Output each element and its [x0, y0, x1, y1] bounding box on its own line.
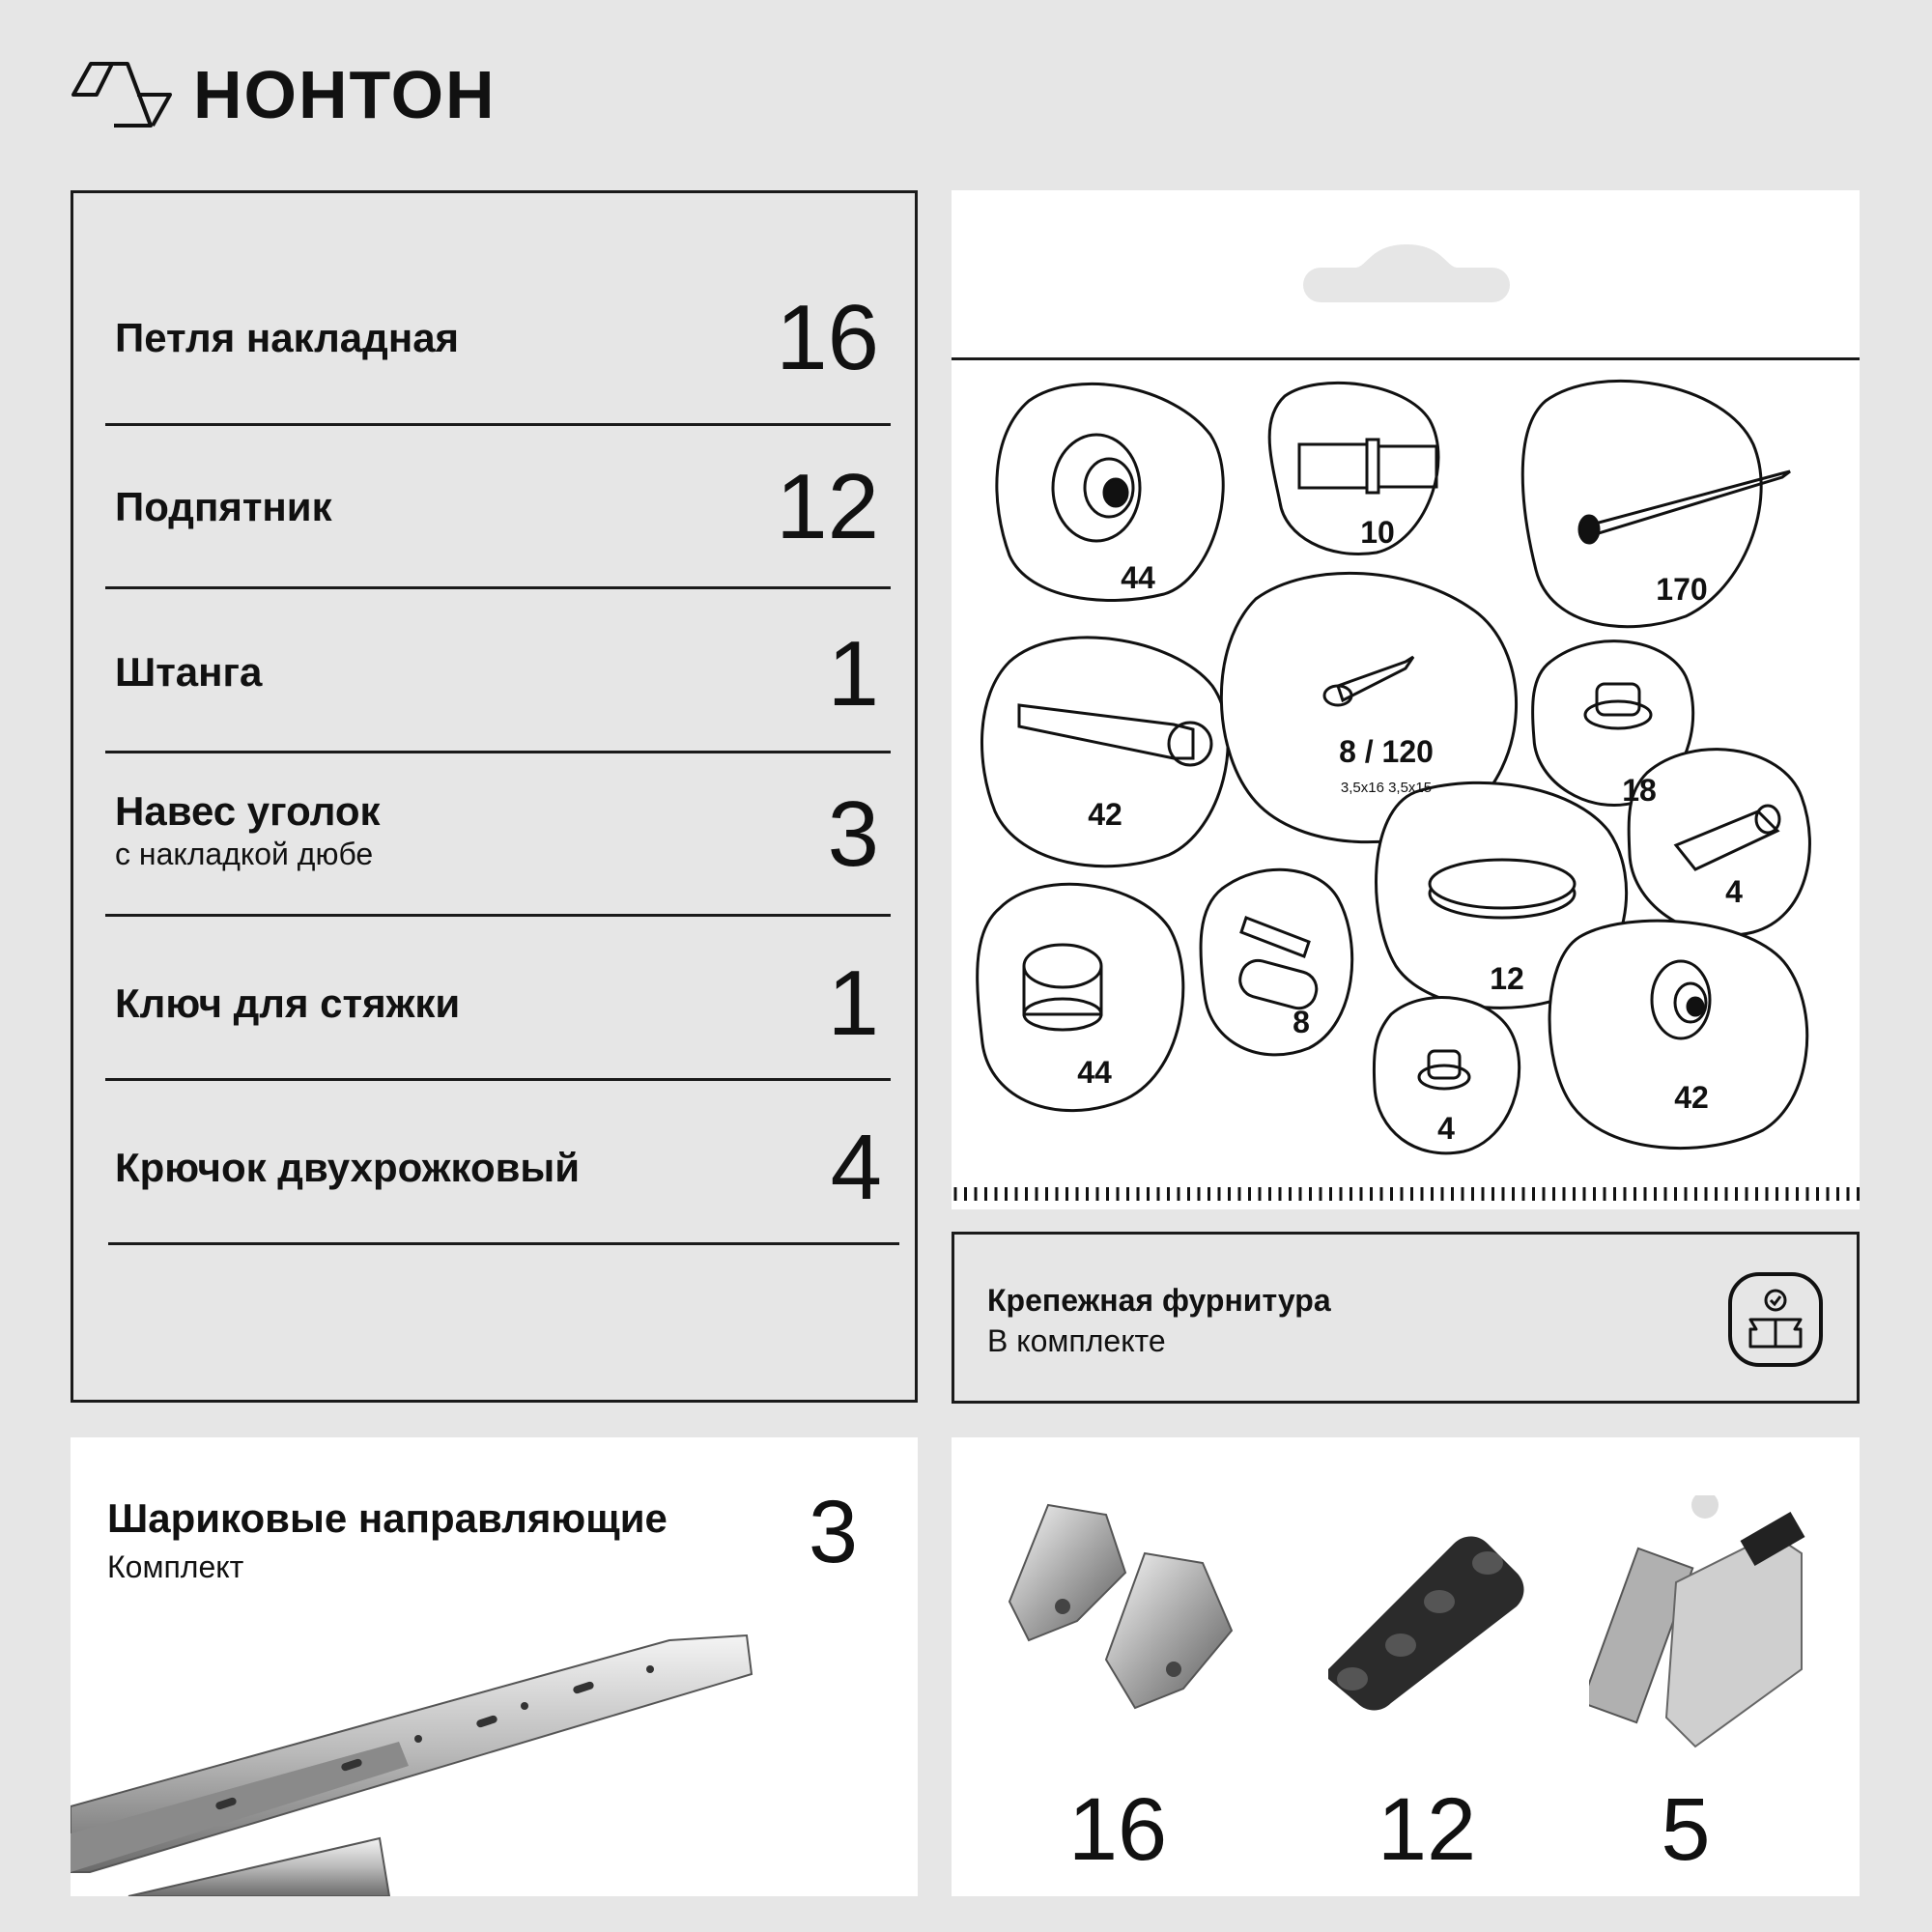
item-label: Штанга [115, 649, 263, 695]
item-qty: 1 [827, 622, 879, 725]
ball-slides-photo [71, 1582, 918, 1896]
glide-photo [1309, 1524, 1531, 1718]
item-label: Подпятник [115, 484, 332, 529]
item-label: Ключ для стяжки [115, 980, 461, 1026]
ball-slides-card [71, 1437, 918, 1896]
slides-qty: 3 [808, 1483, 858, 1581]
box-check-icon [1727, 1271, 1824, 1368]
item-qty: 3 [827, 782, 879, 886]
bag-seal-line [952, 357, 1860, 360]
part-qty: 10 [1360, 515, 1395, 550]
soft-close-photo [1589, 1495, 1821, 1756]
list-item [105, 232, 891, 426]
item-label: Крючок двухрожковый [115, 1145, 581, 1190]
hinge-photo [990, 1486, 1280, 1737]
list-item [105, 589, 891, 753]
part-qty: 12 [1490, 961, 1524, 996]
part-qty: 42 [1674, 1080, 1709, 1115]
list-item [105, 917, 891, 1081]
part-qty: 44 [1121, 560, 1155, 595]
item-qty: 1 [827, 952, 879, 1055]
part-qty: 4 [1725, 874, 1743, 909]
list-item [105, 426, 891, 589]
hardware-title: Крепежная фурнитура [987, 1283, 1331, 1318]
perforation-line [952, 1185, 1860, 1203]
item-qty: 4 [830, 1116, 882, 1219]
slides-title: Шариковые направляющие [107, 1495, 668, 1541]
hardware-status: В комплекте [987, 1323, 1166, 1358]
hardware-info [952, 1232, 1860, 1404]
brand-mark-icon [70, 56, 176, 133]
part-qty: 170 [1656, 572, 1708, 607]
part-qty: 42 [1088, 797, 1122, 832]
glide-qty: 12 [1377, 1780, 1477, 1879]
bag-hang-hole-icon [1299, 237, 1514, 306]
part-size: 3,5x16 3,5x15 [1340, 780, 1433, 796]
item-sub: с накладкой дюбе [115, 837, 374, 871]
part-qty: 44 [1077, 1055, 1112, 1090]
part-qty: 8 [1293, 1005, 1310, 1039]
brand-name: НОНТОН [193, 57, 497, 132]
part-qty: 8 / 120 [1339, 734, 1434, 769]
part-qty: 18 [1622, 773, 1657, 808]
hinge-qty: 16 [1067, 1780, 1168, 1879]
contents-list [71, 190, 918, 1403]
item-label: Петля накладная [115, 315, 460, 360]
photo-parts-card [952, 1437, 1860, 1896]
item-qty: 12 [776, 455, 879, 558]
part-qty: 4 [1437, 1111, 1455, 1146]
item-qty: 16 [776, 286, 879, 389]
slides-sub: Комплект [107, 1549, 244, 1584]
list-item [108, 1081, 899, 1245]
item-label: Навес уголок [115, 788, 381, 834]
list-item [105, 753, 891, 917]
soft-close-qty: 5 [1661, 1780, 1711, 1879]
